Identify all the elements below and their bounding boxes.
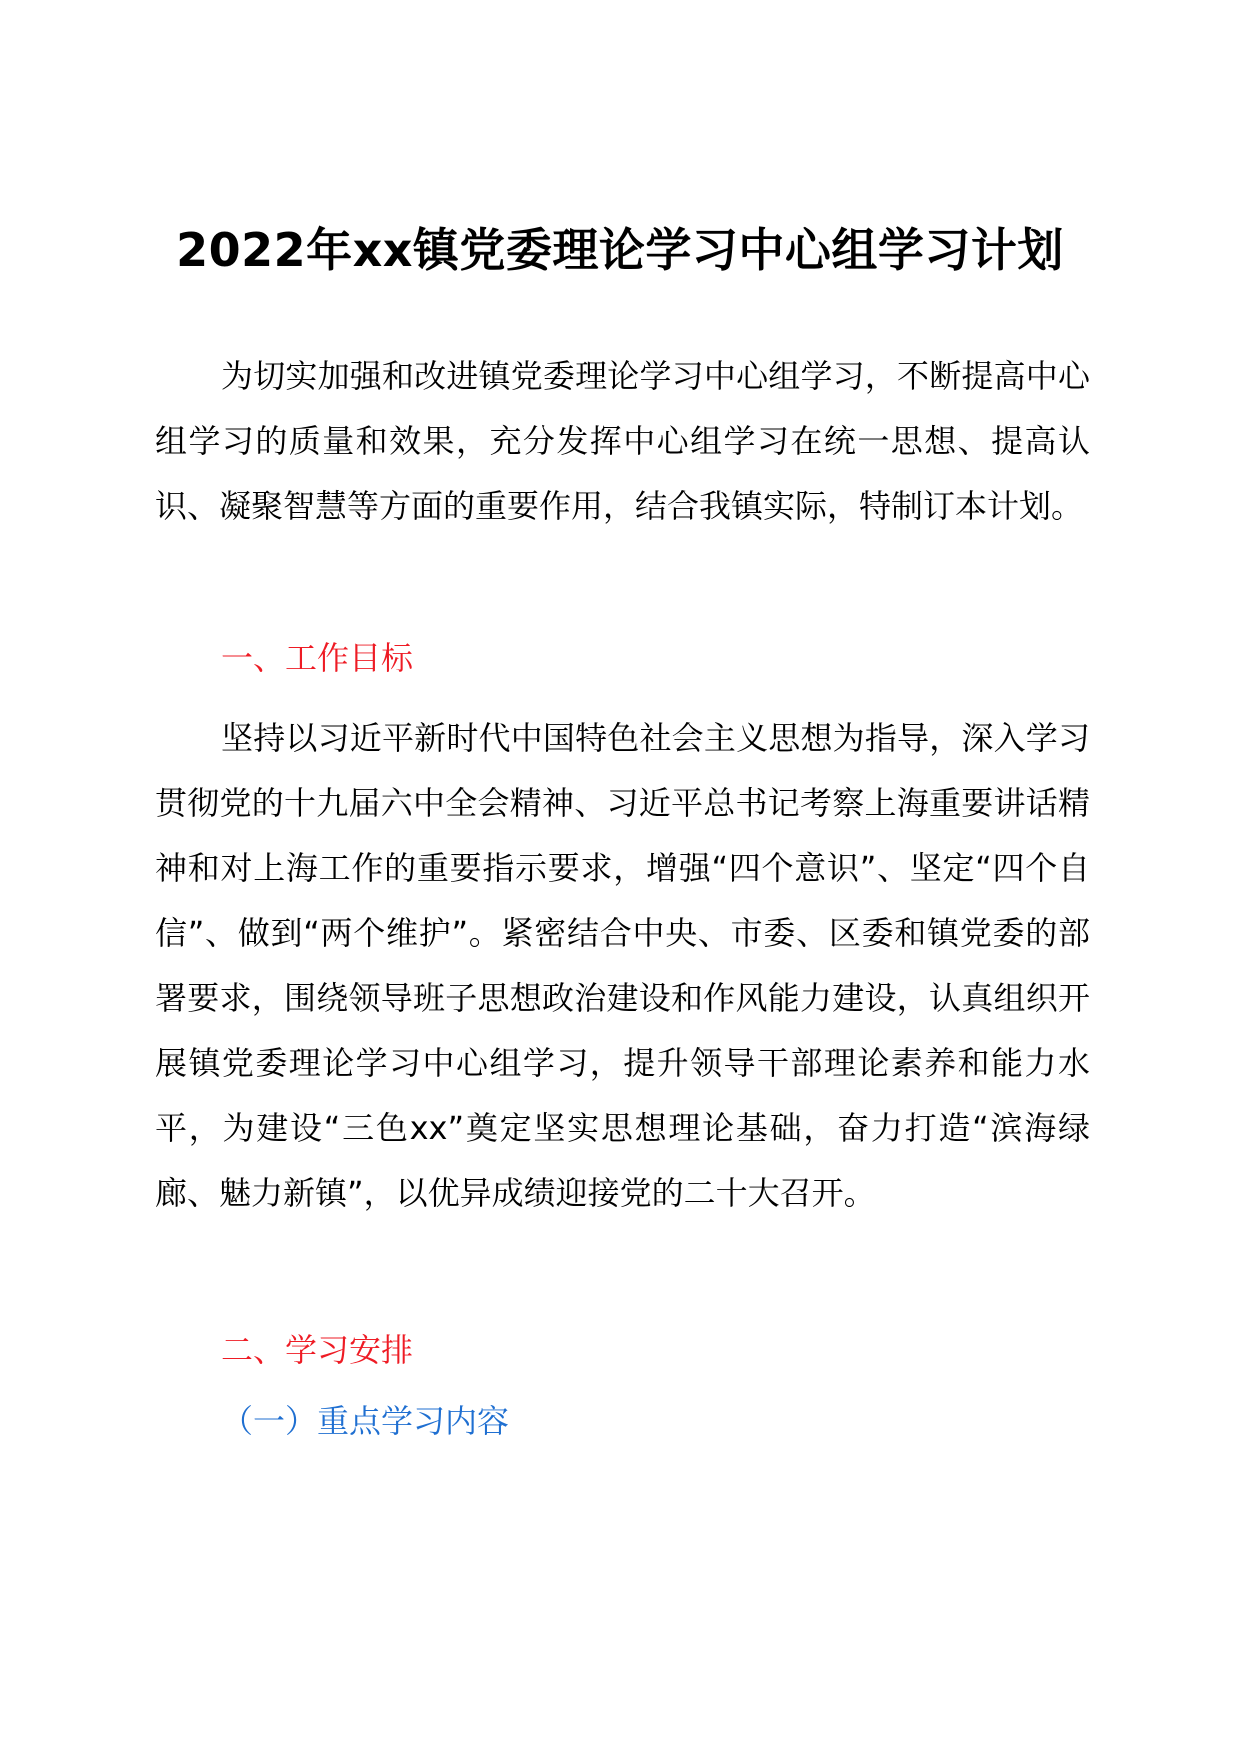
work-goals-paragraph: 坚持以习近平新时代中国特色社会主义思想为指导，深入学习贯彻党的十九届六中全会精神、习近平总书记考察上海重要讲话精神和对上海工作的重要指示要求，增强“四个意识”、坚定“四个自信”、做到“两个维护”。紧密结合中央、市委、区委和镇党委的部署要求，围绕领导班子思想政治建设和作风能力建设，认真组织开展镇党委理论学习中心组学习，提升领导干部理论素养和能力水平，为建设“三色xx”奠定坚实思想理论基础，奋力打造“滨海绿廊、魅力新镇”，以优异成绩迎接党的二十大召开。 xyxy=(155,719,1090,1212)
section-heading-study-arrangement: 二、学习安排 xyxy=(221,1331,414,1369)
intro-paragraph: 为切实加强和改进镇党委理论学习中心组学习，不断提高中心组学习的质量和效果，充分发挥中心组学习在统一思想、提高认识、凝聚智慧等方面的重要作用，结合我镇实际，特制订本计划。 xyxy=(155,357,1090,525)
document-title: 2022年xx镇党委理论学习中心组学习计划 xyxy=(176,223,1064,277)
section-heading-work-goals: 一、工作目标 xyxy=(221,639,414,677)
subheading-key-study-content: （一）重点学习内容 xyxy=(221,1402,510,1440)
